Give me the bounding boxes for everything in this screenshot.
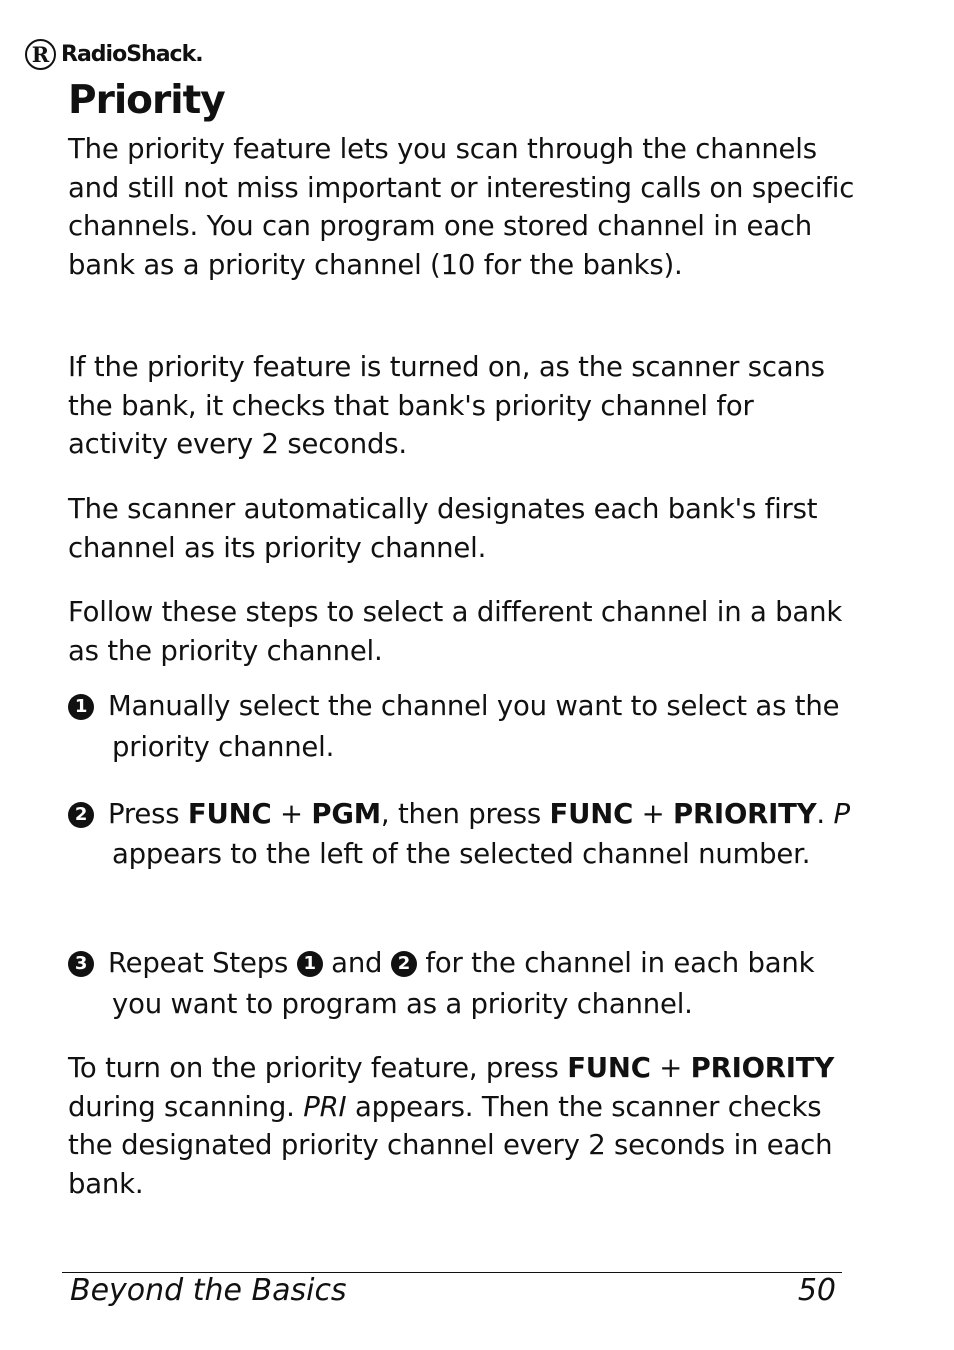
key-func: FUNC bbox=[567, 1052, 651, 1084]
step-3-and: and bbox=[322, 947, 391, 979]
page-footer bbox=[70, 1270, 836, 1310]
key-func: FUNC bbox=[187, 798, 272, 830]
plus-sign: + bbox=[271, 798, 312, 830]
step-3-a: Repeat Steps bbox=[108, 947, 297, 979]
key-pgm: PGM bbox=[311, 798, 381, 830]
step-number-1: 1 bbox=[68, 694, 94, 720]
step-1-text: Manually select the channel you want to select as the priority channel. bbox=[108, 690, 840, 763]
brand-logo bbox=[25, 36, 203, 72]
closing-paragraph bbox=[68, 1049, 858, 1203]
registered-mark-icon: R bbox=[25, 39, 56, 70]
closing-b: during scanning. bbox=[68, 1090, 304, 1123]
closing-a: To turn on the priority feature, press bbox=[68, 1052, 568, 1084]
priority-on-paragraph: If the priority feature is turned on, as the scanner scans the bank, it checks that bank's priority channel for activity every 2 seconds. bbox=[68, 351, 825, 460]
intro-paragraph: The priority feature lets you scan through the channels and still not miss important or interesting calls on specific channels. You can program one stored channel in each bank as a priority channel (10 for the banks). bbox=[68, 133, 855, 281]
step-3-b: for the channel in each bank you want to program as a priority channel. bbox=[112, 947, 815, 1020]
step-2-then: , then press bbox=[380, 798, 550, 830]
plus-sign: + bbox=[650, 1052, 691, 1084]
step-number-3: 3 bbox=[68, 951, 94, 977]
default-priority-paragraph: The scanner automatically designates each bank's first channel as its priority channel. bbox=[68, 493, 818, 564]
step-3 bbox=[68, 943, 858, 1024]
step-ref-1: 1 bbox=[297, 951, 323, 977]
page-title: Priority bbox=[68, 78, 225, 123]
brand-name: RadioShack. bbox=[61, 41, 203, 67]
display-p-indicator: P bbox=[833, 798, 850, 830]
step-ref-2: 2 bbox=[391, 951, 417, 977]
step-1 bbox=[68, 686, 858, 767]
step-2-press: Press bbox=[108, 798, 188, 830]
plus-sign: + bbox=[633, 798, 673, 830]
footer-section-title: Beyond the Basics bbox=[70, 1272, 347, 1308]
page-number: 50 bbox=[797, 1272, 836, 1308]
step-2-rest: appears to the left of the selected channel number. bbox=[112, 837, 811, 870]
step-number-2: 2 bbox=[68, 802, 94, 828]
step-2-dot: . bbox=[816, 798, 834, 830]
steps-intro-paragraph: Follow these steps to select a different channel in a bank as the priority channel. bbox=[68, 596, 843, 667]
key-priority: PRIORITY bbox=[673, 798, 817, 830]
key-priority: PRIORITY bbox=[690, 1052, 835, 1084]
closing-c: appears. Then the scanner checks the designated priority channel every 2 seconds in each bank. bbox=[68, 1090, 833, 1200]
key-func: FUNC bbox=[549, 798, 634, 830]
step-2 bbox=[68, 795, 858, 874]
display-pri-indicator: PRI bbox=[303, 1090, 347, 1123]
